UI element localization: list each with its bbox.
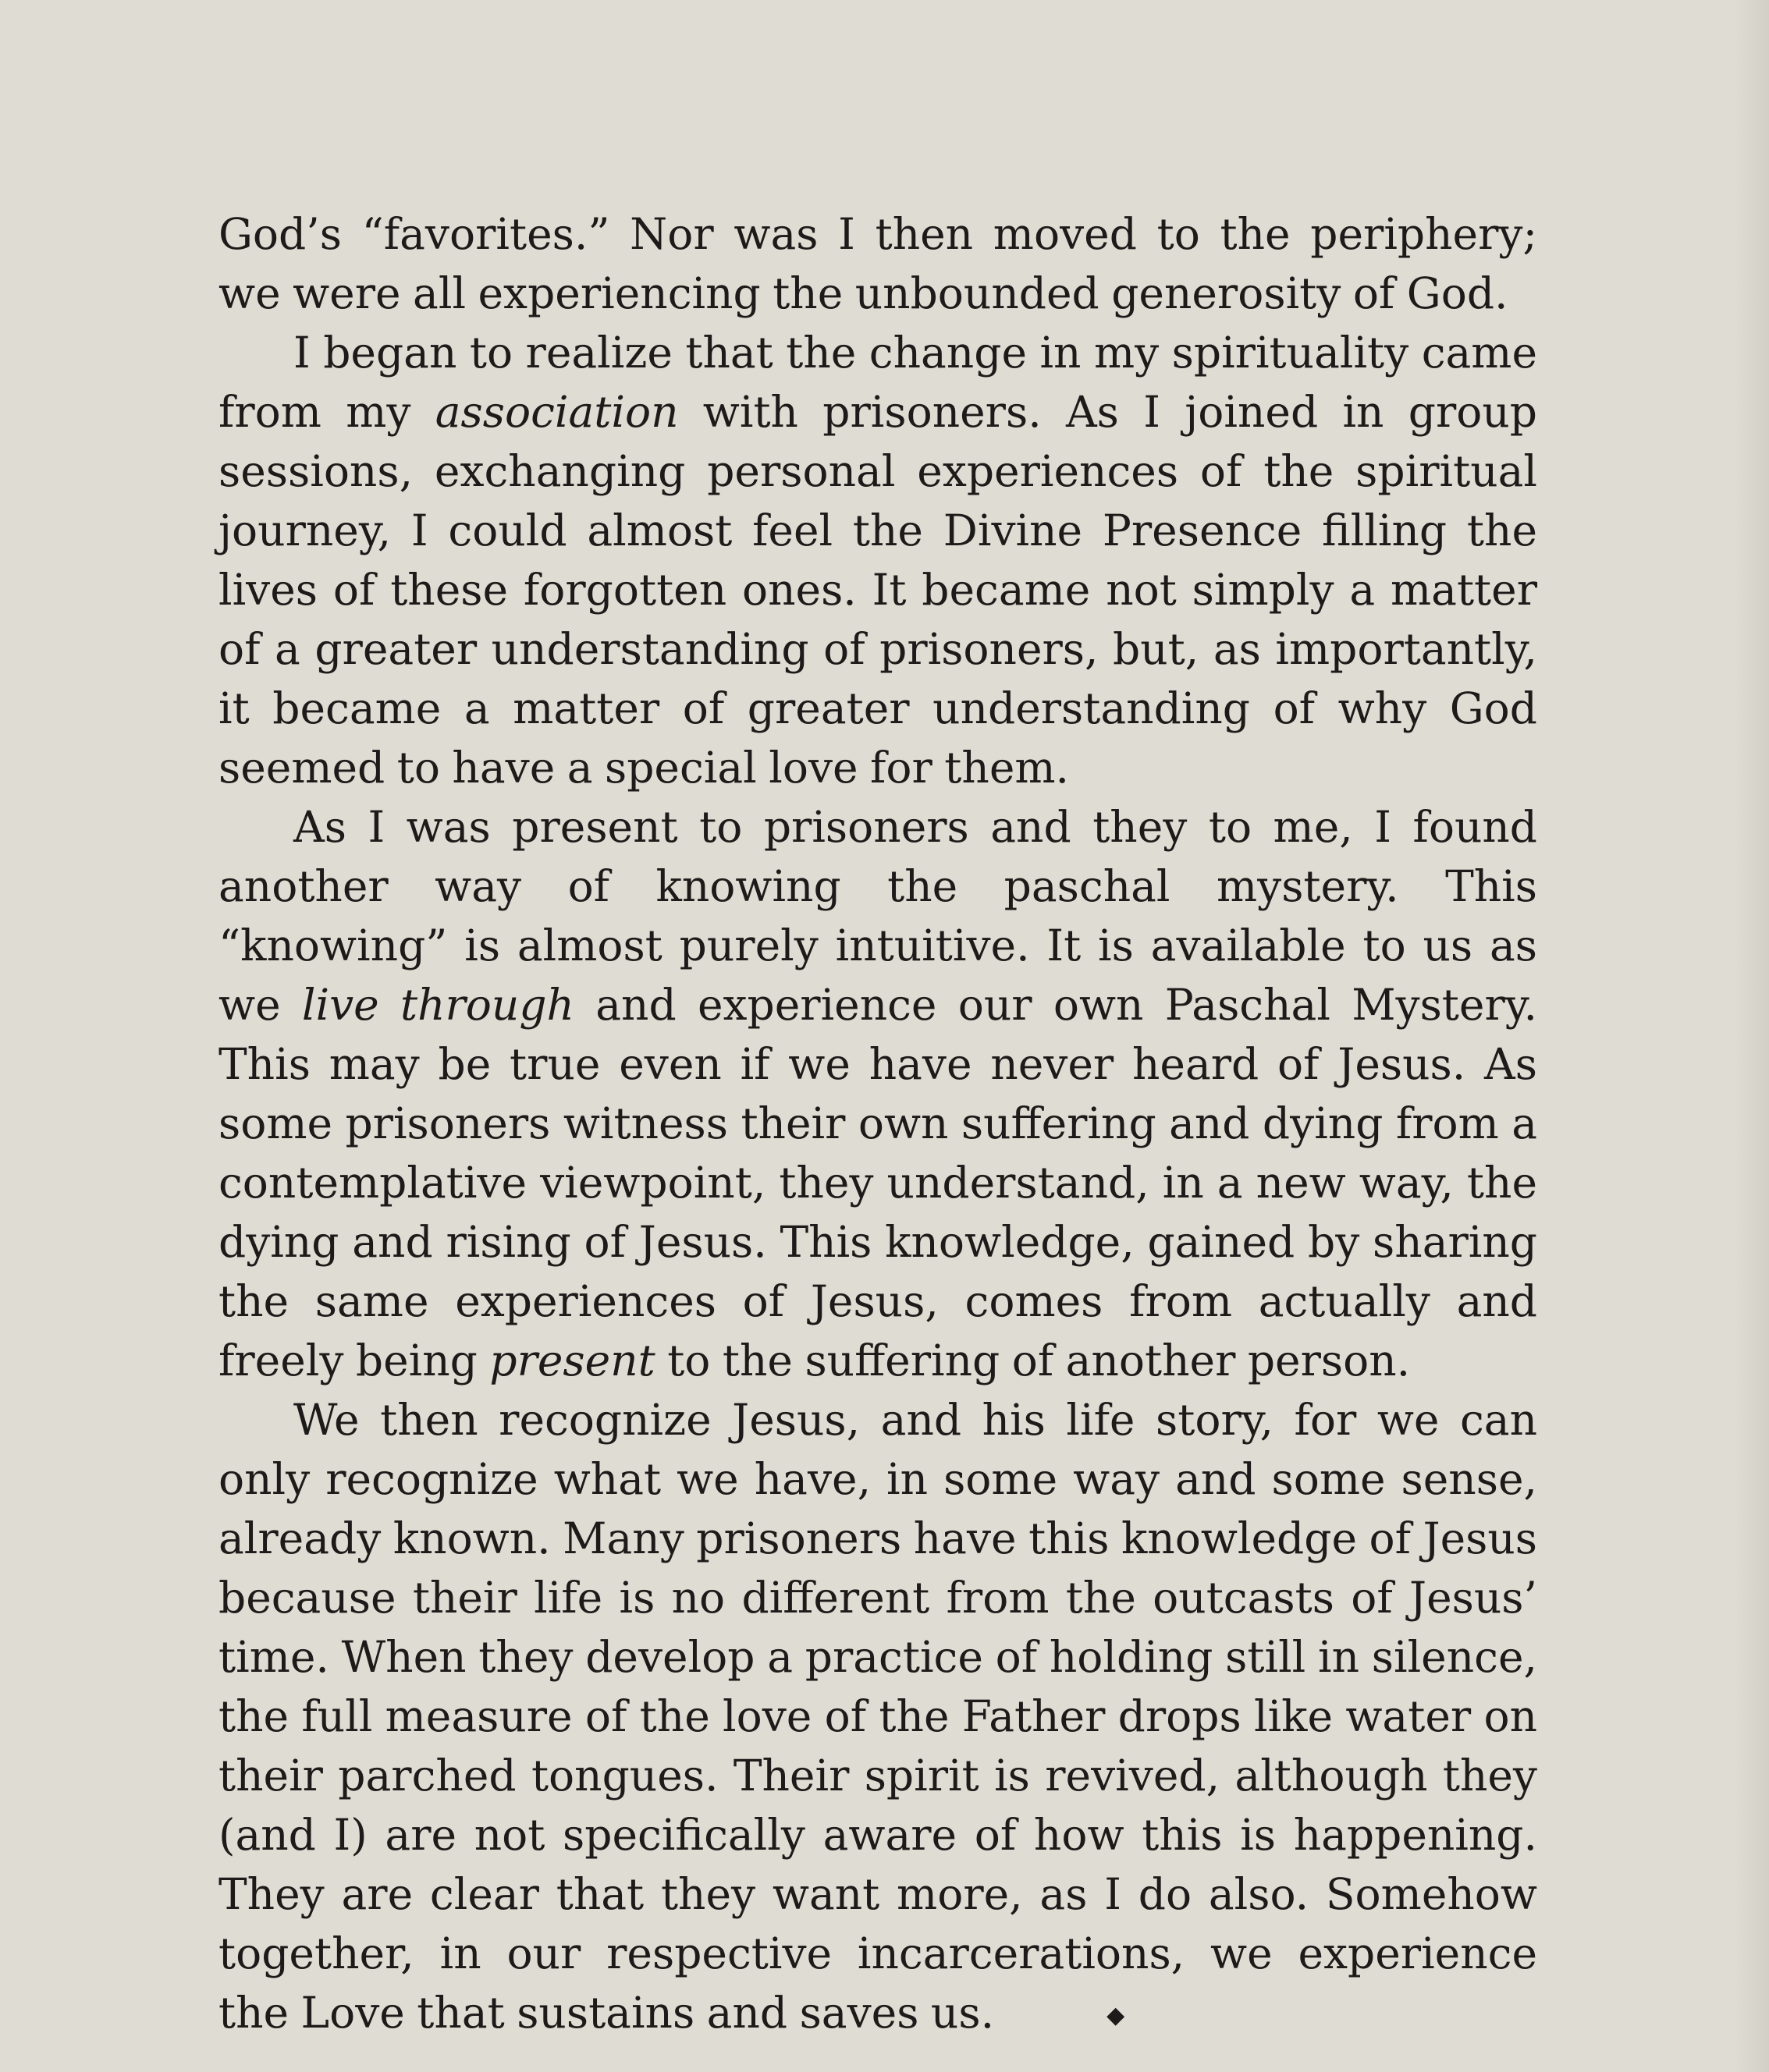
article-body xyxy=(218,204,1537,2045)
paragraph xyxy=(218,323,1537,797)
paragraph-text: God’s “favorites.” Nor was I then moved to the periphery; we were all experiencing the unbounded generosity of God. xyxy=(218,209,1537,318)
paragraph-text: with prisoners. As I joined in group sessions, exchanging personal experiences of the spiritual journey, I could almost feel the Divine Presence filling the lives of these forgotten ones. It became not simply a matter of a greater understanding of prisoners, but, as importantly, it became a matter of greater understanding of why God seemed to have a special love for them. xyxy=(218,387,1537,793)
paragraph xyxy=(218,1390,1537,2045)
emphasis-live-through: live through xyxy=(301,980,574,1030)
paragraph xyxy=(218,204,1537,323)
end-mark-icon: ◆ xyxy=(1107,2002,1125,2029)
paragraph xyxy=(218,797,1537,1390)
paragraph-text: As I was present to prisoners and they to me, I found another way of knowing the paschal mystery. This “knowing” is almost purely intuitive. It is available to us as we xyxy=(218,802,1537,1030)
paragraph-text: to the suffering of another person. xyxy=(655,1336,1411,1385)
emphasis-present: present xyxy=(489,1336,655,1385)
page-edge xyxy=(1735,0,1769,2072)
paragraph-text: We then recognize Jesus, and his life story, for we can only recognize what we have, in some way and some sense, already known. Many prisoners have this knowledge of Jesus because their life is no different from the outcasts of Jesus’ time. When they develop a practice of holding still in silence, the full measure of the love of the Father drops like water on their parched tongues. Their spirit is revived, although they (and I) are not specifically aware of how this is happening. They are clear that they want more, as I do also. Somehow together, in our respective incarcerations, we experience the Love that sustains and saves us. xyxy=(218,1395,1537,2038)
paragraph-text: I began to realize that the change in my spirituality came from my xyxy=(218,328,1537,437)
paragraph-text: and experience our own Paschal Mystery. This may be true even if we have never heard of Jesus. As some prisoners witness their own suffering and dying from a contemplative viewpoint, they understand, in a new way, the dying and rising of Jesus. This knowledge, gained by sharing the same experiences of Jesus, comes from actually and freely being xyxy=(218,980,1537,1385)
emphasis-association: association xyxy=(435,387,679,437)
